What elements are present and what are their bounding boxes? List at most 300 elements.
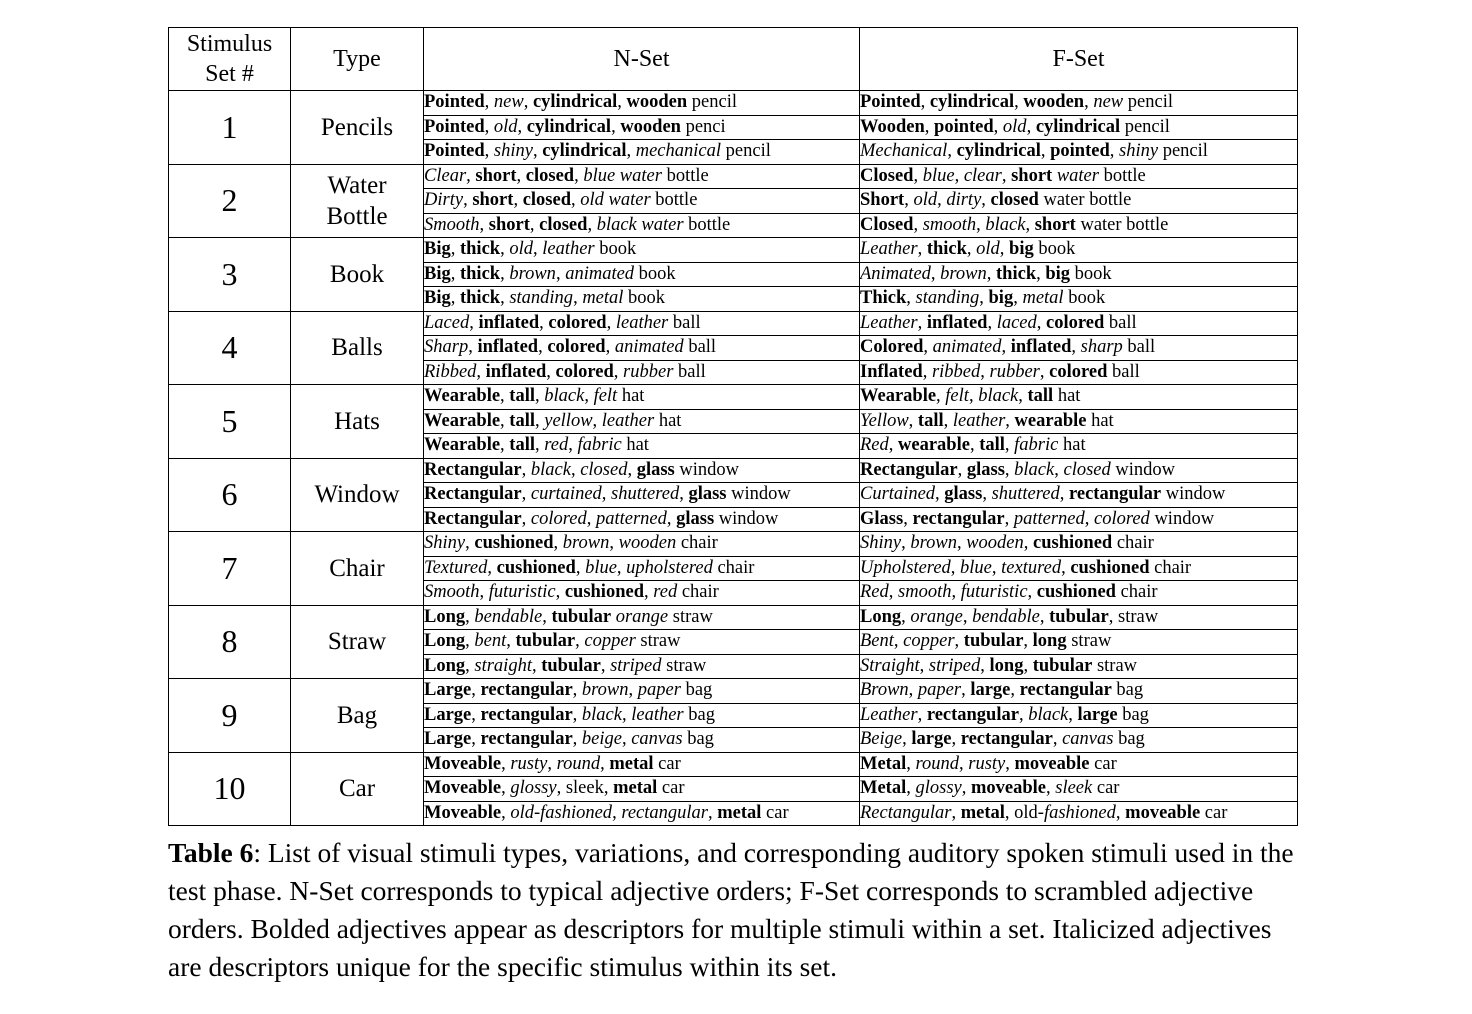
phrase-text: , xyxy=(575,631,585,652)
phrase-text: , xyxy=(903,508,913,529)
nset-phrase xyxy=(424,630,860,655)
phrase-text: hat xyxy=(1058,435,1086,456)
phrase-text: pencil xyxy=(687,92,737,113)
phrase-text: , xyxy=(521,508,531,529)
table-row xyxy=(169,605,1298,630)
unique-adjective: patterned xyxy=(1013,508,1085,529)
phrase-text: , xyxy=(1013,288,1023,309)
shared-adjective: Moveable xyxy=(424,778,502,799)
phrase-text: , xyxy=(961,680,971,701)
phrase-text: chair xyxy=(1149,557,1192,578)
phrase-text: , xyxy=(937,190,947,211)
fset-phrase xyxy=(860,654,1298,679)
phrase-text: , xyxy=(923,337,933,358)
phrase-text: , xyxy=(609,533,619,554)
shared-adjective: rectangular xyxy=(960,729,1053,750)
phrase-text: , xyxy=(954,165,964,186)
header-row xyxy=(169,28,1298,91)
shared-adjective: tubular xyxy=(1049,606,1109,627)
shared-adjective: rectangular xyxy=(1069,484,1162,505)
nset-phrase xyxy=(424,164,860,189)
phrase-text: chair xyxy=(1112,533,1154,554)
shared-adjective: tall xyxy=(509,410,535,431)
shared-adjective: cylindrical xyxy=(532,92,618,113)
phrase-text: , xyxy=(980,655,990,676)
unique-adjective: leather xyxy=(952,410,1006,431)
fset-phrase xyxy=(860,409,1298,434)
phrase-text: , xyxy=(476,361,486,382)
phrase-text: , xyxy=(479,214,489,235)
stimulus-type-line: Straw xyxy=(327,628,387,656)
fset-phrase xyxy=(860,752,1298,777)
shared-adjective: closed xyxy=(525,165,575,186)
phrase-text: , xyxy=(901,533,911,554)
shared-adjective: wooden xyxy=(1023,92,1085,113)
unique-adjective: black xyxy=(581,704,622,725)
unique-adjective: felt xyxy=(593,386,618,407)
phrase-text: , xyxy=(600,753,610,774)
shared-adjective: tubular xyxy=(1032,655,1093,676)
stimulus-type-line: Pencils xyxy=(320,113,394,141)
shared-adjective: Thick xyxy=(860,288,907,309)
nset-phrase xyxy=(424,556,860,581)
phrase-text: , xyxy=(1115,802,1126,823)
unique-adjective: old water xyxy=(580,190,651,211)
unique-adjective: shiny xyxy=(493,141,533,162)
fset-phrase xyxy=(860,360,1298,385)
shared-adjective: Rectangular xyxy=(424,484,522,505)
phrase-text: , xyxy=(500,288,510,309)
phrase-text: bottle xyxy=(1098,165,1146,186)
phrase-text: , xyxy=(1004,508,1014,529)
phrase-text: car xyxy=(1089,753,1117,774)
shared-adjective: tubular xyxy=(963,631,1024,652)
table-row xyxy=(169,385,1298,410)
shared-adjective: Closed xyxy=(860,214,914,235)
stimulus-set-number: 3 xyxy=(169,238,291,312)
shared-adjective: glass xyxy=(944,484,983,505)
phrase-text: car xyxy=(1200,802,1228,823)
unique-adjective: blue water xyxy=(583,165,662,186)
unique-adjective: red xyxy=(653,582,678,603)
unique-adjective: old xyxy=(976,239,1000,260)
phrase-text: , xyxy=(592,410,602,431)
fset-phrase xyxy=(860,140,1298,165)
shared-adjective: moveable xyxy=(1125,802,1201,823)
phrase-text: , xyxy=(987,312,997,333)
shared-adjective: big xyxy=(1045,263,1071,284)
phrase-text: , xyxy=(917,704,927,725)
shared-adjective: Big xyxy=(424,263,451,284)
phrase-text: , xyxy=(643,582,654,603)
unique-adjective: orange xyxy=(910,606,963,627)
unique-adjective: smooth xyxy=(898,582,952,603)
phrase-text: window xyxy=(714,508,779,529)
shared-adjective: Big xyxy=(424,239,451,260)
phrase-text: , xyxy=(906,778,916,799)
phrase-text: , xyxy=(999,239,1010,260)
unique-adjective: black xyxy=(1014,459,1055,480)
phrase-text: , xyxy=(611,116,621,137)
phrase-text: , xyxy=(1039,361,1050,382)
phrase-text: , xyxy=(471,680,481,701)
unique-adjective: round xyxy=(556,753,601,774)
phrase-text: , xyxy=(521,484,531,505)
table-row xyxy=(169,458,1298,483)
fset-phrase xyxy=(860,91,1298,116)
phrase-text: , xyxy=(605,337,615,358)
header-set-line1: Stimulus xyxy=(186,31,273,57)
unique-adjective: glossy xyxy=(915,778,962,799)
phrase-text: straw xyxy=(1066,631,1112,652)
shared-adjective: inflated xyxy=(1010,337,1072,358)
stimulus-type-line: Book xyxy=(329,260,385,288)
shared-adjective: cushioned xyxy=(1033,533,1113,554)
phrase-text: , xyxy=(976,214,986,235)
phrase-text: , xyxy=(986,263,997,284)
nset-phrase xyxy=(424,728,860,753)
shared-adjective: Moveable xyxy=(424,753,502,774)
stimulus-type xyxy=(291,752,424,826)
unique-adjective: black xyxy=(544,386,585,407)
unique-adjective: straight xyxy=(474,655,532,676)
unique-adjective: Smooth xyxy=(424,582,480,603)
shared-adjective: colored xyxy=(555,361,614,382)
phrase-text: chair xyxy=(676,533,718,554)
unique-adjective: Bent xyxy=(860,631,894,652)
phrase-text: , xyxy=(1054,459,1064,480)
shared-adjective: rectangular xyxy=(1019,680,1112,701)
stimulus-type xyxy=(291,605,424,679)
phrase-text: , xyxy=(539,312,549,333)
unique-adjective: sleek xyxy=(1055,778,1093,799)
shared-adjective: inflated xyxy=(485,361,547,382)
shared-adjective: Wooden xyxy=(860,116,925,137)
phrase-text: , xyxy=(1052,729,1063,750)
phrase-text: , xyxy=(893,631,904,652)
phrase-text: , xyxy=(516,165,526,186)
phrase-text: , xyxy=(469,312,479,333)
nset-phrase xyxy=(424,458,860,483)
phrase-text: , xyxy=(1040,141,1051,162)
fset-phrase xyxy=(860,507,1298,532)
phrase-text: , xyxy=(956,533,967,554)
phrase-text: hat xyxy=(621,435,649,456)
unique-adjective: Shiny xyxy=(424,533,466,554)
shared-adjective: large xyxy=(1077,704,1118,725)
stimulus-set-number: 6 xyxy=(169,458,291,532)
phrase-text: , xyxy=(575,557,586,578)
unique-adjective: Red xyxy=(860,582,889,603)
unique-adjective: blue xyxy=(922,165,955,186)
unique-adjective: shuttered xyxy=(611,484,680,505)
unique-adjective: striped xyxy=(928,655,981,676)
phrase-text: , xyxy=(950,557,961,578)
shared-adjective: moveable xyxy=(1014,753,1090,774)
table-body xyxy=(169,91,1298,826)
fset-phrase xyxy=(860,189,1298,214)
stimulus-type-line: Car xyxy=(338,775,376,803)
phrase-text: book xyxy=(634,263,676,284)
stimulus-type-line: Chair xyxy=(329,554,385,582)
unique-adjective: Ribbed xyxy=(424,361,477,382)
phrase-text: , xyxy=(951,582,961,603)
phrase-text: , xyxy=(506,631,516,652)
unique-adjective: leather xyxy=(542,239,595,260)
shared-adjective: colored xyxy=(1046,312,1105,333)
phrase-text: , xyxy=(532,239,543,260)
shared-adjective: glass xyxy=(676,508,715,529)
nset-phrase xyxy=(424,385,860,410)
phrase-text: , xyxy=(484,116,494,137)
shared-adjective: wearable xyxy=(898,435,970,456)
unique-adjective: Smooth xyxy=(424,214,480,235)
unique-adjective: black xyxy=(1028,704,1069,725)
phrase-text: car xyxy=(657,778,685,799)
unique-adjective: animated xyxy=(565,263,635,284)
unique-adjective: black xyxy=(985,214,1026,235)
phrase-text: , straw xyxy=(1108,606,1159,627)
phrase-text: bag xyxy=(1111,680,1144,701)
unique-adjective: brown xyxy=(509,263,556,284)
table-row xyxy=(169,532,1298,557)
header-set-line2: Set # xyxy=(205,61,254,87)
phrase-text: bag xyxy=(683,704,715,725)
unique-adjective: black xyxy=(978,386,1019,407)
phrase-text: hat xyxy=(1053,386,1081,407)
shared-adjective: Closed xyxy=(860,165,914,186)
phrase-text: book xyxy=(1063,288,1106,309)
shared-adjective: short xyxy=(475,165,517,186)
phrase-text: , xyxy=(1026,116,1036,137)
nset-phrase xyxy=(424,605,860,630)
phrase-text: , xyxy=(1001,337,1011,358)
unique-adjective: old xyxy=(493,116,518,137)
phrase-text: , xyxy=(1004,435,1015,456)
unique-adjective: leather xyxy=(615,312,669,333)
phrase-text: , xyxy=(479,582,489,603)
unique-adjective: futuristic xyxy=(488,582,556,603)
phrase-text: ball xyxy=(1104,312,1137,333)
phrase-text: , xyxy=(555,582,565,603)
shared-adjective: Colored xyxy=(860,337,924,358)
unique-adjective: brown xyxy=(562,533,610,554)
shared-adjective: closed xyxy=(990,190,1039,211)
phrase-text: , xyxy=(627,459,637,480)
unique-adjective: Rectangular xyxy=(860,802,952,823)
phrase-text: ball xyxy=(668,312,701,333)
unique-adjective: Clear xyxy=(424,165,467,186)
phrase-text: , xyxy=(572,704,582,725)
unique-adjective: curtained xyxy=(530,484,602,505)
nset-phrase xyxy=(424,532,860,557)
unique-adjective: shuttered xyxy=(991,484,1060,505)
unique-adjective: new xyxy=(1093,92,1124,113)
phrase-text: , xyxy=(501,802,511,823)
phrase-text: , xyxy=(616,557,627,578)
phrase-text: , xyxy=(908,410,918,431)
phrase-text: straw xyxy=(668,606,713,627)
fset-phrase xyxy=(860,385,1298,410)
shared-adjective: metal xyxy=(960,802,1005,823)
phrase-text: , xyxy=(574,165,584,186)
stimulus-set-number: 1 xyxy=(169,91,291,165)
nset-phrase xyxy=(424,336,860,361)
shared-adjective: Short xyxy=(860,190,905,211)
table-caption xyxy=(168,834,1298,986)
nset-phrase xyxy=(424,679,860,704)
phrase-text: , xyxy=(1109,141,1119,162)
nset-phrase xyxy=(424,703,860,728)
shared-adjective: thick xyxy=(459,239,501,260)
phrase-text: , xyxy=(587,214,597,235)
phrase-text: , xyxy=(450,239,460,260)
unique-adjective: striped xyxy=(610,655,662,676)
phrase-text: , xyxy=(969,435,980,456)
unique-adjective: colored xyxy=(1093,508,1150,529)
unique-adjective: laced xyxy=(996,312,1037,333)
fset-phrase xyxy=(860,703,1298,728)
phrase-text: , xyxy=(487,557,497,578)
unique-adjective: closed xyxy=(580,459,628,480)
phrase-text: , xyxy=(555,263,566,284)
shared-adjective: long xyxy=(1032,631,1067,652)
shared-adjective: Moveable xyxy=(424,802,502,823)
phrase-text: straw xyxy=(1092,655,1138,676)
unique-adjective: felt xyxy=(945,386,969,407)
unique-adjective: old-fashioned xyxy=(510,802,613,823)
shared-adjective: wooden xyxy=(626,92,688,113)
phrase-text: , xyxy=(991,557,1002,578)
phrase-text: bottle xyxy=(683,214,731,235)
shared-adjective: thick xyxy=(996,263,1037,284)
phrase-text: , xyxy=(1023,533,1034,554)
unique-adjective: rectangular xyxy=(621,802,708,823)
shared-adjective: metal xyxy=(613,778,658,799)
nset-phrase xyxy=(424,140,860,165)
unique-adjective: brown xyxy=(940,263,987,284)
phrase-text: window xyxy=(726,484,791,505)
shared-adjective: rectangular xyxy=(480,729,573,750)
stimulus-set-number: 10 xyxy=(169,752,291,826)
shared-adjective: cushioned xyxy=(496,557,576,578)
phrase-text: , xyxy=(1061,557,1071,578)
unique-adjective: patterned xyxy=(595,508,667,529)
phrase-text: hat xyxy=(617,386,645,407)
unique-adjective: mechanical xyxy=(635,141,722,162)
phrase-text: hat xyxy=(654,410,682,431)
unique-adjective: old xyxy=(509,239,533,260)
phrase-text: , xyxy=(601,484,612,505)
phrase-text: , xyxy=(959,753,969,774)
phrase-text: , xyxy=(1001,165,1012,186)
unique-adjective: standing xyxy=(915,288,980,309)
phrase-text: , xyxy=(917,312,927,333)
unique-adjective: leather xyxy=(631,704,684,725)
shared-adjective: Rectangular xyxy=(424,459,522,480)
phrase-text: chair xyxy=(1115,582,1158,603)
phrase-text: , xyxy=(968,386,979,407)
phrase-text: , xyxy=(957,459,967,480)
unique-adjective: Leather xyxy=(860,239,918,260)
shared-adjective: colored xyxy=(547,337,606,358)
unique-adjective: black xyxy=(530,459,571,480)
phrase-text: , xyxy=(1027,582,1037,603)
shared-adjective: Large xyxy=(424,704,472,725)
phrase-text: , xyxy=(902,729,912,750)
phrase-text: , xyxy=(1023,655,1033,676)
phrase-text: , xyxy=(979,288,989,309)
fset-phrase xyxy=(860,164,1298,189)
unique-adjective: wooden xyxy=(618,533,677,554)
unique-adjective: ribbed xyxy=(931,361,981,382)
phrase-text: , xyxy=(547,753,557,774)
table-row xyxy=(169,752,1298,777)
phrase-text: , xyxy=(1084,92,1094,113)
unique-adjective: new xyxy=(493,92,524,113)
phrase-text: , old- xyxy=(1004,802,1044,823)
phrase-text: , xyxy=(532,141,543,162)
phrase-text: , xyxy=(1018,386,1028,407)
nset-phrase xyxy=(424,801,860,826)
unique-adjective: old xyxy=(1002,116,1027,137)
shared-adjective: metal xyxy=(609,753,654,774)
unique-adjective: Leather xyxy=(860,704,918,725)
header-type: Type xyxy=(291,28,424,91)
shared-adjective: thick xyxy=(926,239,967,260)
phrase-text: , xyxy=(707,802,718,823)
unique-adjective: orange xyxy=(615,606,669,627)
shared-adjective: Big xyxy=(424,288,451,309)
unique-adjective: paper xyxy=(917,680,962,701)
stimulus-set-number: 2 xyxy=(169,164,291,238)
phrase-text: car xyxy=(653,753,681,774)
phrase-text: , xyxy=(600,655,611,676)
phrase-text: , xyxy=(521,459,531,480)
phrase-text: , xyxy=(535,386,545,407)
phrase-text: , xyxy=(951,802,961,823)
phrase-text: , xyxy=(924,116,935,137)
phrase-text: , xyxy=(966,239,977,260)
header-fset: F-Set xyxy=(860,28,1298,91)
shared-adjective: rectangular xyxy=(926,704,1019,725)
unique-adjective: brown xyxy=(581,680,629,701)
unique-adjective: rusty xyxy=(968,753,1006,774)
shared-adjective: Large xyxy=(424,729,472,750)
shared-adjective: rectangular xyxy=(912,508,1005,529)
unique-adjective: animated xyxy=(614,337,684,358)
fset-phrase xyxy=(860,801,1298,826)
phrase-text: , xyxy=(943,410,953,431)
phrase-text: , xyxy=(981,190,991,211)
unique-adjective: Laced xyxy=(424,312,470,333)
phrase-text: , xyxy=(982,484,992,505)
unique-adjective: standing xyxy=(509,288,574,309)
shared-adjective: Pointed xyxy=(860,92,921,113)
shared-adjective: Wearable xyxy=(860,386,937,407)
unique-adjective: upholstered xyxy=(626,557,713,578)
fset-phrase xyxy=(860,311,1298,336)
unique-adjective: bendable xyxy=(474,606,543,627)
table-row xyxy=(169,679,1298,704)
shared-adjective: cushioned xyxy=(564,582,644,603)
nset-phrase xyxy=(424,262,860,287)
unique-adjective: Mechanical xyxy=(860,141,948,162)
shared-adjective: tubular xyxy=(541,655,601,676)
nset-phrase xyxy=(424,507,860,532)
phrase-text: , xyxy=(679,484,689,505)
unique-adjective: fabric xyxy=(1014,435,1059,456)
